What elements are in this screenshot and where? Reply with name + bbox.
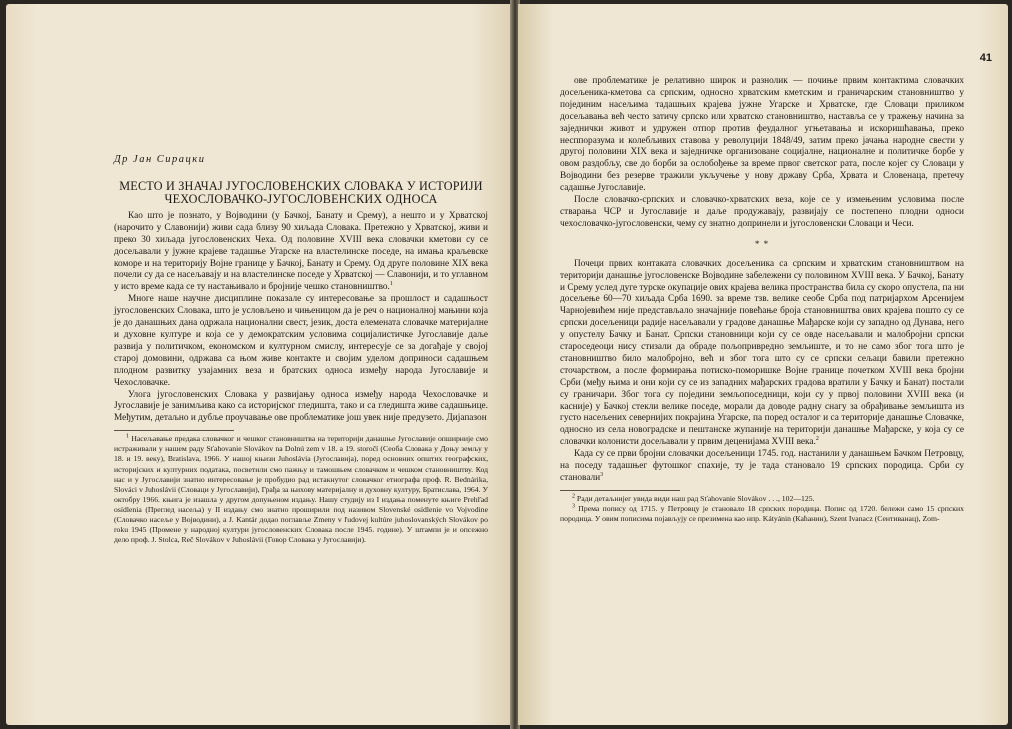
footnote-ref: 3	[600, 471, 604, 478]
left-page-column	[114, 154, 488, 545]
body-paragraph: После словачко-српских и словачко-хрватских веза, које се у измењеним условима после стварања ЧСР и Југославије и даље продужавају, развијају се постепено плодни односи чехословачко-југословенски, чему су знатно допринели и југословенски Словаци и Чеси.	[560, 195, 964, 229]
footnote: $^2$ Ради детаљнијег увида види наш рад Sťahovanie Slovákov . . ., 102—125.	[572, 493, 815, 503]
body-paragraph: ове проблематике је релативно широк и разнолик — почиње првим контактима словачких досељеника-кметова са српским, односно хрватским кметским и граничарским становништво у појединим насељима тадашњих крајева јужне Угарске и Хрватске, где Словаци приликом досељавања већ често затичу српско или хрватско становништво, наставља се у тражењу начина за заједнички живот и удружен отпор против феудалног угњетавања и искоришћавања, преко несппоразума и колебљивих ставова у револуцији 1848/49, затим преко јачања народне свести у другој половини XIX века и заједничке организоване социјалне, националне и политичке борбе у овом раздобљу, све до борби за ослобођење за време првог светског рата, после којег су Словаци у Војводини без резерве тражили укључење у нову државу Срба, Хрвата и Словенаца, претечу садашње Југославије.	[560, 76, 964, 194]
page-number: 41	[979, 52, 992, 64]
section-separator: * *	[754, 238, 770, 249]
article-title: МЕСТО И ЗНАЧАЈ ЈУГОСЛОВЕНСКИХ СЛОВАКА У ИСТОРИЈИ ЧЕХОСЛОВАЧКО-ЈУГОСЛОВЕНСКИХ ОДНОСА	[119, 178, 483, 207]
footnote-divider	[114, 430, 234, 431]
left-page	[6, 4, 512, 725]
body-paragraph: Улога југословенских Словака у развијању односа између народа Чехословачке и Југославије је занимљива како са историјског гледишта, тако и са гледишта живе садашњице. Међутим, детаљно и дубље проучавање ове проблематике још увек није предузето. Дијапазон	[114, 389, 488, 424]
body-paragraph: Када су се први бројни словачки досељеници 1745. год. настанили у данашњем Бачком Петровцу, на поседу тадашњег футошког спахије, ту је тада становало 19 српских породица. Срби су становали$^3$	[560, 449, 964, 483]
footnote-ref: 1	[389, 281, 393, 288]
footnote-ref: 2	[815, 436, 819, 443]
body-paragraph: Почеци првих контаката словачких досељеника са српским и хрватским становништвом на територији данашње југословенске Војводине забележени су половином XVIII века. У Бачкој, Банату и Срему услед дуге турске окупације ових крајева велика пространства била су скоро опустела, па ни досељење 60—70 хиљада Срба 1690. за време тзв. велике сеобе Срба под патријархом Арсенијем Чарнојевићем није представљало значајније повећање броја становништва ових крајева пошто су се српски досељеници радије насељавали у градове данашње Мађарске који су западно од Дунава, него у опустелу Бачку и Банат. Српски становници који су се овде насељавали и малобројни српски староседеоци нису стизали да обраде пољопривредно земљиште, и то не само због тога што је становништво било малобројно, већ и због тога што су се српски сељаци бавили претежно сточарством, а после формирања потиско-поморишке Војне границе почетком XVIII века бројни Срби (међу њима и они који су се из западних мађарских градова вратили у Бачку и Банат) постали су граничари. Због тога су поједини земљопоседници, који су у првој половини XVIII века (и касније) у Бачкој стекли велике поседе, морали да доводе радну снагу за обрађивање земљишта из густо насељених севернијих покрајина Угарске, па поред осталог и са територије данашње Словачке, односно из села новоградске и пештанске жупаније на територији данашње Мађарске, у која су се словачки колонисти досељавали у првим деценијама XVIII века.$^2$	[560, 258, 964, 448]
body-paragraph: Као што је познато, у Војводини (у Бачкој, Банату и Срему), а нешто и у Хрватској (нарочито у Славонији) живи сада близу 90 хиљада Словака. Претежно у Хрватској, живи и преко 30 хиљада југословенских Чеха. Од половине XVIII века словачки кметови су се досељавали у јужне крајеве тадашње Угарске на властелинске поседе, на имања краљевске коморе и на територију Војне границе у Бачкој, Банату и Срему. Од друге половине XIX века почели су да се насељавају и на властелинске поседе у Хрватској — Славонији, и то углавном у исто време када се ту настањивало и бројније чешко становништво.$^1$	[114, 210, 488, 293]
right-page-column	[560, 76, 964, 524]
author-name: Др Јан Сирацки	[114, 154, 206, 165]
body-paragraph: Многе наше научне дисциплине показале су интересовање за прошлост и садашњост југословенских Словака, што је условљено и чињеницом да је реч о националној мањини која је до данашњих дана одржала национални свест, језик, доста елемената словачке материјалне и духовне културе и која се у демократским условима социјалистичке Југославије даље развија у политичком, економском и културном смислу, интересује се за догађаје у својој старој домовини, одржава са њом живе контакте и својим уделом доприноси садашњем плодном развитку узајамних веза и братских односа између народа Југославије и Чехословачке.	[114, 294, 488, 388]
footnote: $^3$ Према попису од 1715. у Петровцу је становало 18 српских породица. Попис од 1720. бележи само 15 српских породица. У овим пописима појављују се презимена као нпр. Kátyánin (Каћанин), Szent Ivanacz (Сентиванац), Zom-	[560, 503, 964, 524]
footnotes	[560, 494, 964, 524]
footnotes	[114, 434, 488, 545]
footnote-divider	[560, 490, 680, 491]
footnote: $^1$ Насељавање предака словачког и чешког становништва на територији данашње Југославије опширније смо истраживали у нашем раду Sťahovanie Slovákov na Dolnú zem v 18. a 19. storočí (Сеоба Словака у Доњу земљу у 18. и 19. веку), Bratislava, 1966. У нашој књизи Juhoslávia (Југославија), поред основних општих географских, историјских и културних података, посветили смо пажњу и тамошњем словачком и чешком становништву. Код нас и у Југославији знатно интересовање је пробудио рад истакнутог словачког етнографа проф. R. Bednárika, Slováci v Juhoslávii (Словаци у Југославији), Грађа за њихову материјалну и духовну културу, Братислава, 1964. У октобру 1966. књига је изашла у другом допуњеном издању. Нашу студију из I издања поменуте књиге Prehľad osídlenia (Преглед насеља) у II издању смо знатно проширили под називом Slovenské osídlenie vo Vojvodine (Словачко насеље у Војводини), а J. Kantár додао поглавље Zmeny v ľudovej kultúre juhoslovanských Slovákov po roku 1945 (Промене у народној култури југословенских Словака после 1945. године). У штампи је и опсежно дело проф. J. Stolca, Reč Slovákov v Juhoslávii (Говор Словака у Југославији).	[114, 433, 489, 545]
right-page	[518, 4, 1008, 725]
